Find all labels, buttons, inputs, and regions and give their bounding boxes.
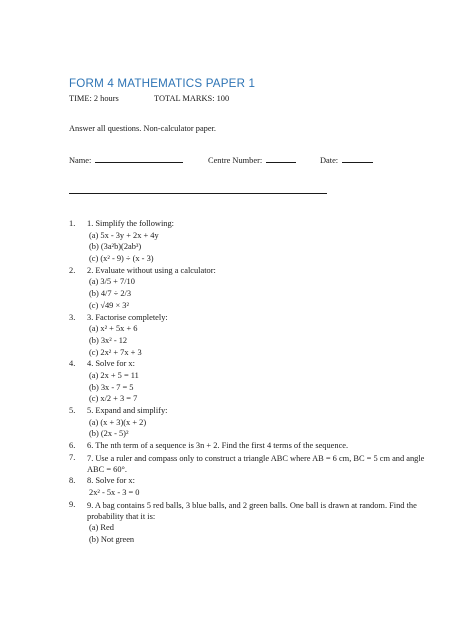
question-text: 7. Use a ruler and compass only to construct a triangle ABC where AB = 6 cm, BC = 5 cm and angle ABC = 60°. (87, 453, 425, 475)
question-number: 7. (69, 452, 76, 462)
question-number: 6. (69, 441, 76, 451)
question-part: (a) x² + 5x + 6 (89, 324, 138, 334)
date-blank (342, 155, 373, 163)
centre-number-field (208, 155, 296, 167)
centre-number-label: Centre Number: (208, 156, 263, 165)
name-blank (95, 155, 183, 163)
total-marks: TOTAL MARKS: 100 (154, 94, 230, 103)
instructions: Answer all questions. Non-calculator paper. (69, 124, 216, 133)
question-text: 4. Solve for x: (87, 359, 135, 369)
question-text: 9. A bag contains 5 red balls, 3 blue balls, and 2 green balls. One ball is drawn at random. Find the probability that it is: (87, 500, 417, 522)
question-number: 1. (69, 219, 76, 228)
question-item (69, 219, 459, 266)
question-list (69, 219, 459, 546)
question-part: (b) (3a²b)(2ab³) (89, 242, 142, 252)
time-allowed: TIME: 2 hours (69, 94, 119, 103)
question-part: (b) 3x² - 12 (89, 335, 128, 345)
date-label: Date: (320, 156, 339, 165)
question-text: 5. Expand and simplify: (87, 406, 168, 415)
question-item (69, 313, 459, 360)
question-text: 3. Factorise completely: (87, 312, 168, 322)
question-number: 3. (69, 312, 76, 322)
question-part: (c) 2x² + 7x + 3 (89, 347, 142, 357)
date-field (320, 155, 373, 167)
question-part: (c) (x² - 9) ÷ (x - 3) (89, 254, 154, 264)
question-number: 9. (69, 499, 76, 509)
question-number: 5. (69, 406, 76, 415)
question-text: 6. The nth term of a sequence is 3n + 2. Find the first 4 terms of the sequence. (87, 441, 349, 451)
question-part: (a) 3/5 + 7/10 (89, 277, 135, 287)
question-part: (b) (2x - 5)² (89, 429, 129, 439)
question-part: (c) √49 × 3² (89, 300, 129, 310)
question-part: (c) x/2 + 3 = 7 (89, 394, 138, 404)
question-text: 2. Evaluate without using a calculator: (87, 265, 216, 275)
separator-line (69, 193, 327, 194)
question-number: 2. (69, 265, 76, 275)
question-item (69, 500, 459, 547)
question-part: (a) (x + 3)(x + 2) (89, 417, 147, 427)
paper-title: FORM 4 MATHEMATICS PAPER 1 (69, 77, 256, 90)
question-part: (a) 2x + 5 = 11 (89, 370, 139, 380)
question-item (69, 476, 459, 499)
centre-number-blank (266, 155, 296, 163)
question-text: 1. Simplify the following: (87, 219, 175, 228)
question-part: (a) 5x - 3y + 2x + 4y (89, 230, 159, 240)
question-item (69, 266, 459, 313)
name-label: Name: (69, 156, 92, 165)
question-item (69, 359, 459, 406)
question-part: (b) 3x - 7 = 5 (89, 382, 134, 392)
name-field (69, 155, 183, 167)
question-part: (a) Red (89, 522, 114, 532)
question-part: (b) Not green (89, 534, 135, 544)
exam-meta (69, 94, 230, 105)
question-part: 2x² - 5x - 3 = 0 (89, 487, 140, 497)
question-part: (b) 4/7 ÷ 2/3 (89, 289, 132, 299)
question-item (69, 406, 459, 441)
question-item (69, 453, 459, 476)
question-number: 8. (69, 476, 76, 486)
question-text: 8. Solve for x: (87, 476, 135, 486)
question-item (69, 441, 459, 453)
question-number: 4. (69, 359, 76, 369)
